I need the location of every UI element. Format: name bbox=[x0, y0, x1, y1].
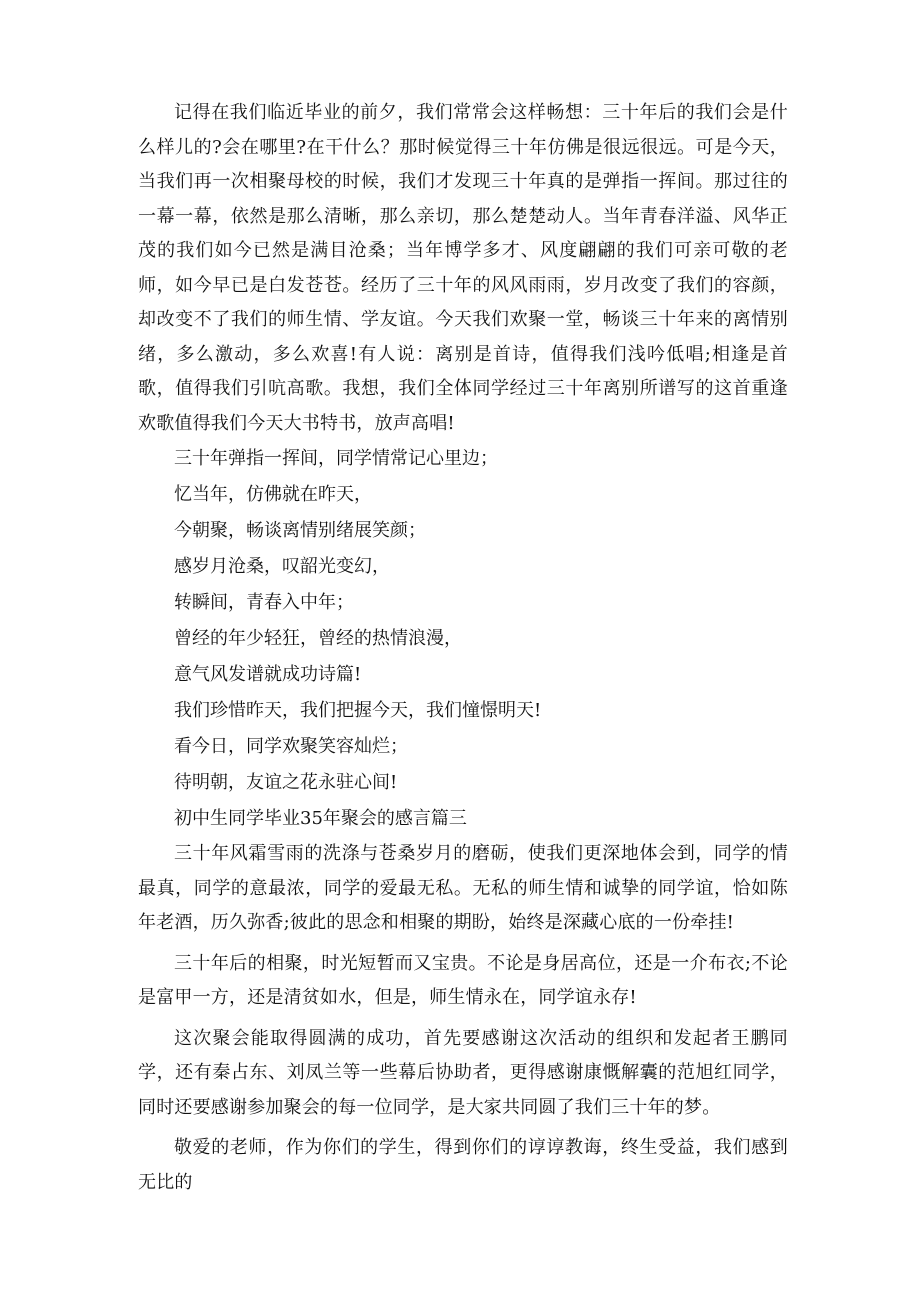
body-paragraph: 敬爱的老师，作为你们的学生，得到你们的谆谆教诲，终生受益，我们感到无比的 bbox=[138, 1137, 788, 1193]
poem-line: 我们珍惜昨天，我们把握今天，我们憧憬明天! bbox=[174, 700, 542, 721]
poem-line: 意气风发谱就成功诗篇! bbox=[174, 664, 362, 685]
document-page bbox=[138, 96, 788, 1200]
poem-line: 转瞬间，青春入中年； bbox=[174, 592, 354, 613]
section-heading: 初中生同学毕业35年聚会的感言篇三 bbox=[174, 808, 467, 829]
poem-line: 今朝聚，畅谈离情别绪展笑颜； bbox=[174, 520, 426, 541]
poem-line: 待明朝，友谊之花永驻心间! bbox=[174, 772, 398, 793]
body-paragraph: 三十年后的相聚，时光短暂而又宝贵。不论是身居高位，还是一介布衣;不论是富甲一方，还是清贫如水，但是，师生情永在，同学谊永存! bbox=[138, 952, 788, 1008]
poem-line: 忆当年，仿佛就在昨天， bbox=[174, 484, 372, 505]
poem-line: 感岁月沧桑，叹韶光变幻， bbox=[174, 556, 390, 577]
poem-line: 三十年弹指一挥间，同学情常记心里边； bbox=[174, 448, 498, 469]
poem-line: 看今日，同学欢聚笑容灿烂； bbox=[174, 736, 408, 757]
intro-paragraph: 记得在我们临近毕业的前夕，我们常常会这样畅想：三十年后的我们会是什么样儿的?会在哪里?在干什么？那时候觉得三十年仿佛是很远很远。可是今天，当我们再一次相聚母校的时候，我们才发现三十年真的是弹指一挥间。那过往的一幕一幕，依然是那么清晰，那么亲切，那么楚楚动人。当年青春洋溢、风华正茂的我们如今已然是满目沧桑；当年博学多才、风度翩翩的我们可亲可敬的老师，如今早已是白发苍苍。经历了三十年的风风雨雨，岁月改变了我们的容颜，却改变不了我们的师生情、学友谊。今天我们欢聚一堂，畅谈三十年来的离情别绪，多么激动，多么欢喜!有人说：离别是首诗，值得我们浅吟低唱;相逢是首歌，值得我们引吭高歌。我想，我们全体同学经过三十年离别所谱写的这首重逢欢歌值得我们今天大书特书，放声高唱! bbox=[138, 102, 788, 434]
poem-block bbox=[138, 441, 788, 801]
body-paragraph: 三十年风霜雪雨的洗涤与苍桑岁月的磨砺，使我们更深地体会到，同学的情最真，同学的意最浓，同学的爱最无私。无私的师生情和诚挚的同学谊，恰如陈年老酒，历久弥香;彼此的思念和相聚的期盼，始终是深藏心底的一份牵挂! bbox=[138, 843, 788, 933]
body-paragraph: 这次聚会能取得圆满的成功，首先要感谢这次活动的组织和发起者王鹏同学，还有秦占东、刘凤兰等一些幕后协助者，更得感谢康慨解囊的范旭红同学，同时还要感谢参加聚会的每一位同学，是大家共同圆了我们三十年的梦。 bbox=[138, 1027, 788, 1118]
poem-line: 曾经的年少轻狂，曾经的热情浪漫， bbox=[174, 628, 462, 649]
